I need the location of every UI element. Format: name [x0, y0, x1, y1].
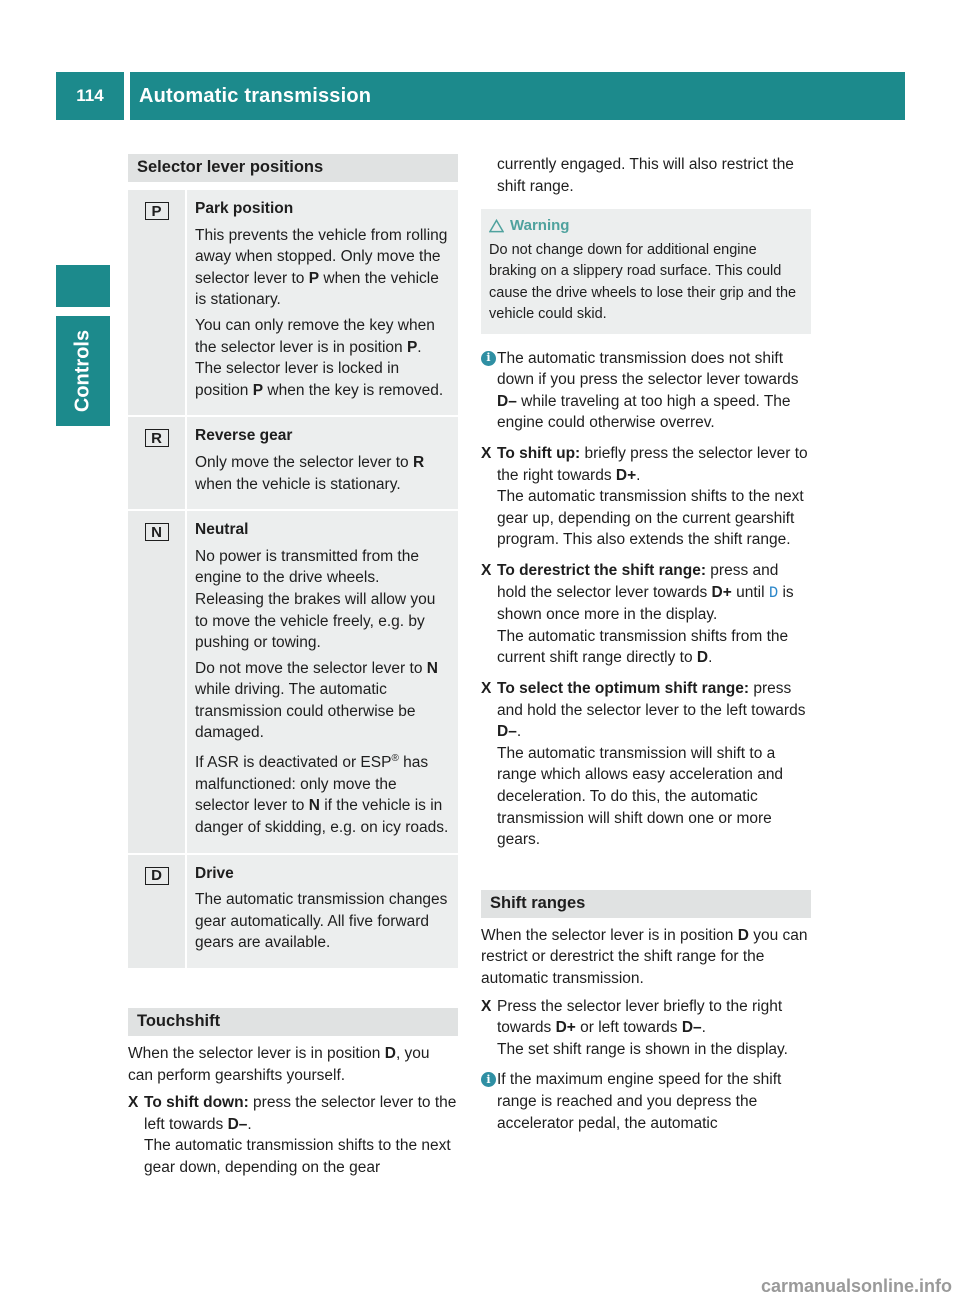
step-result: The automatic transmission shifts to the next gear down, depending on the gear — [144, 1137, 451, 1176]
warning-text: Do not change down for additional engine braking on a slippery road surface. This could cause the drive wheels to lose their grip and the vehicle could skid. — [489, 241, 797, 323]
row-title: Reverse gear — [195, 427, 293, 445]
gear-key-d: D — [145, 867, 169, 885]
shift-ranges-intro: When the selector lever is in position D you can restrict or derestrict the shift range for the automatic transmission. — [481, 926, 808, 987]
step-result: The set shift range is shown in the display. — [497, 1040, 788, 1058]
step-shift-down: X To shift down: press the selector lever to the left towards D–. The automatic transmission shifts to the next gear down, depending on the gear — [128, 1092, 458, 1178]
row-text: You can only remove the key when the selector lever is in position P. The selector lever is locked in position P when the key is removed. — [195, 316, 444, 399]
table-row — [128, 190, 458, 415]
step-marker: X — [481, 997, 492, 1015]
left-column — [128, 154, 458, 1188]
row-title: Drive — [195, 864, 234, 882]
info-note: i If the maximum engine speed for the shift range is reached and you depress the accelerator pedal, the automatic — [481, 1069, 811, 1134]
row-text: This prevents the vehicle from rolling away when stopped. Only move the selector lever to P when the vehicle is stationary. — [195, 226, 448, 309]
chapter-title: Automatic transmission — [130, 72, 905, 120]
row-title: Park position — [195, 200, 294, 217]
step-marker: X — [481, 680, 492, 697]
selector-heading: Selector lever positions — [128, 154, 458, 182]
step-optimum: X To select the optimum shift range: press and hold the selector lever to the left towards D–. The automatic transmission will shift to a range which allows easy acceleration and deceleration. To do this, the automatic transmission will shift down one or more gears. — [481, 678, 811, 851]
selector-table — [128, 190, 458, 968]
table-row — [128, 511, 458, 852]
step-marker: X — [128, 1094, 139, 1112]
gear-key-p: P — [145, 202, 169, 220]
row-text: The automatic transmission changes gear automatically. All five forward gears are available. — [195, 891, 448, 952]
side-tab-label: Controls — [71, 329, 94, 413]
row-title: Neutral — [195, 521, 249, 539]
warning-title: Warning — [510, 217, 570, 235]
step-result: The automatic transmission will shift to a range which allows easy acceleration and deceleration. To do this, the automatic transmission will shift down one or more gears. — [497, 744, 784, 849]
shift-ranges-heading: Shift ranges — [481, 890, 811, 918]
step-marker: X — [481, 445, 492, 463]
touchshift-heading: Touchshift — [128, 1008, 458, 1036]
step-derestrict: X To derestrict the shift range: press and hold the selector lever towards D+ until D is shown once more in the display. The automatic transmission shifts from the current shift range directly to D. — [481, 560, 811, 669]
step-shift-up: X To shift up: briefly press the selector lever to the right towards D+. The automatic transmission shifts to the next gear up, depending on the current gearshift program. This also extends the shift range. — [481, 443, 811, 551]
table-row — [128, 417, 458, 509]
gear-key-n: N — [145, 523, 169, 541]
warning-triangle-icon — [489, 219, 504, 233]
row-text: If ASR is deactivated or ESP® has malfunctioned: only move the selector lever to N if the vehicle is in danger of skidding, e.g. on icy roads. — [195, 753, 449, 836]
info-icon: i — [481, 1072, 496, 1087]
right-column — [481, 154, 811, 1143]
step-marker: X — [481, 562, 492, 580]
info-note: i The automatic transmission does not shift down if you press the selector lever towards D– while traveling at too high a speed. The engine could otherwise overrev. — [481, 348, 811, 434]
step-result: The automatic transmission shifts to the next gear up, depending on the current gearshift program. This also extends the shift range. — [497, 488, 804, 549]
page-number: 114 — [56, 72, 124, 120]
side-tab-block — [56, 265, 110, 307]
side-tab — [56, 316, 110, 426]
table-row — [128, 855, 458, 968]
row-text: No power is transmitted from the engine to the drive wheels. Releasing the brakes will allow you to move the vehicle freely, e.g. by pushing or towing. — [195, 547, 436, 652]
touchshift-intro: When the selector lever is in position D, you can perform gearshifts yourself. — [128, 1044, 430, 1084]
display-d-indicator: D — [768, 583, 779, 602]
warning-box — [481, 209, 811, 334]
gear-key-r: R — [145, 429, 169, 447]
row-text: Do not move the selector lever to N while driving. The automatic transmission could otherwise be damaged. — [195, 659, 438, 742]
watermark: carmanualsonline.info — [760, 1276, 952, 1296]
row-text: Only move the selector lever to R when the vehicle is stationary. — [195, 453, 425, 493]
info-icon: i — [481, 351, 496, 366]
step-set-range: X Press the selector lever briefly to the right towards D+ or left towards D–. The set shift range is shown in the display. — [481, 996, 811, 1061]
continuation-text: currently engaged. This will also restrict the shift range. — [497, 156, 794, 195]
